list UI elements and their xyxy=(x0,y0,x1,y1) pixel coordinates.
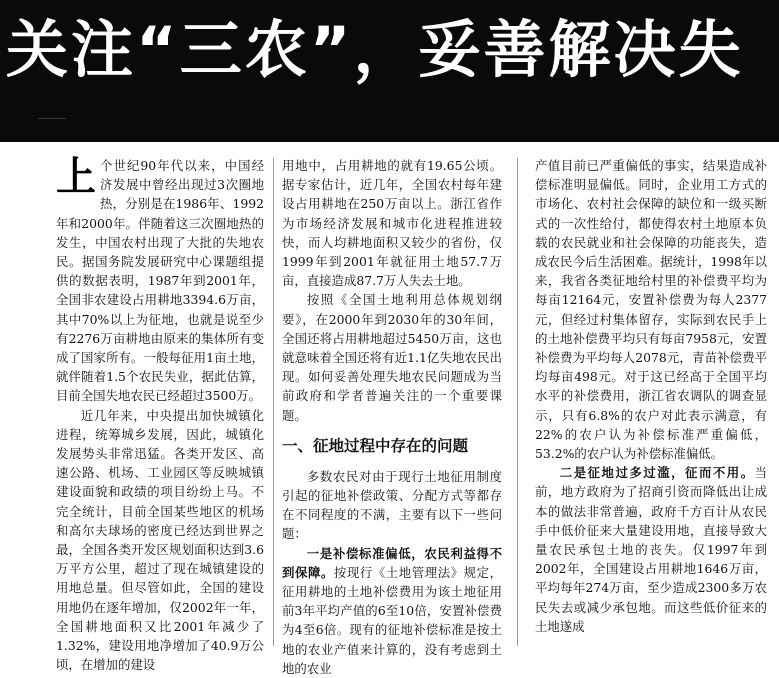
byline-mark xyxy=(38,118,66,125)
lead-sentence: 二是征地过多过滥，征而不用。 xyxy=(559,465,755,481)
paragraph-text: 按现行《土地管理法》规定，征用耕地的土地补偿费用为该土地征用前3年平均产值的6至10倍，安置补偿费为4至6倍。现有的征地补偿标准是按土地的农业产值来计算的，没有考虑到土地的农业 xyxy=(282,564,503,676)
article-column-2 xyxy=(282,156,503,676)
lead-sentence: 一是补偿标准偏低，农民利益得不到保障。 xyxy=(282,545,502,580)
column-divider xyxy=(517,158,518,646)
drop-cap: 上 xyxy=(56,153,96,200)
paragraph xyxy=(56,153,264,406)
paragraph: 产值目前已严重偏低的事实，结果造成补偿标准明显偏低。同时，企业用工方式的市场化、农村社会保障的缺位和一级买断式的一次性给付，都使得农村土地原本负载的农民就业和社会保障的功能丧失，造成农民今后生活困难。据统计，1998年以来，我省各类征地给村里的补偿费平均为每亩12164元，安置补偿费为每人2377元，但经过村集体留存，实际到农民手上的土地补偿费平均只有每亩7958元，安置补偿费为平均每人2078元，青苗补偿费平均每亩498元。对于这已经高于全国平均水平的补偿费用，浙江省农调队的调查显示，只有6.8%的农户对此表示满意，有22%的农户认为补偿标准严重偏低，53.2%的农户认为补偿标准偏低。 xyxy=(535,158,767,462)
column-divider xyxy=(273,158,274,646)
article-column-3 xyxy=(535,156,767,646)
section-heading: 一、征地过程中存在的问题 xyxy=(282,436,469,455)
paragraph xyxy=(282,544,502,678)
paragraph xyxy=(535,463,767,636)
headline: 关注“三农”，妥善解决失 xyxy=(6,13,744,86)
paragraph: 多数农民对由于现行土地征用制度引起的征地补偿政策、分配方式等都存在不同程度的不满，主要有以下一些问题： xyxy=(282,468,502,542)
paragraph-text: 个世纪90年代以来，中国经济发展中曾经出现过3次圈地热，分别是在1986年、1992年和2000年。伴随着这三次圈地热的发生，中国农村出现了大批的失地农民。据国务院发展研究中心课题组提供的数据表明，1987年到2001年，全国非农建设占用耕地3394.6万亩，其中70%以上为征地，也就是说至少有2276万亩耕地由原来的集体所有变成了国家所有。一般每征用1亩土地，就伴随着1.5个农民失业，据此估算，目前全国失地农民已经超过3500万。 xyxy=(56,158,264,404)
paragraph: 按照《全国土地利用总体规划纲要》，在2000年到2030年的30年间，全国还将占用耕地超过5450万亩，这也就意味着全国还将有近1.1亿失地农民出现。如何妥善处理失地农民问题成为当前政府和学者普遍关注的一个重要课题。 xyxy=(282,292,502,423)
paragraph: 用地中，占用耕地的就有19.65公顷。据专家估计，近几年，全国农村每年建设占用耕地在250万亩以上。浙江省作为市场经济发展和城市化进程推进较快，而人均耕地面积又较少的省份，仅1999年到2001年就征用土地57.7万亩，直接造成87.7万人失去土地。 xyxy=(282,158,502,289)
paragraph-text: 当前，地方政府为了招商引资而降低出让成本的做法非常普遍，政府千方百计从农民手中低价征来大量建设用地，直接导致大量农民承包土地的丧失。仅1997年到2002年，全国建设占用耕地1646万亩，平均每年274万亩，至少造成2300多万农民失去或减少承包地。而这些低价征来的土地遂成 xyxy=(535,465,767,634)
paragraph: 近几年来，中央提出加快城镇化进程，统筹城乡发展，因此，城镇化发展势头非常迅猛。各类开发区、高速公路、机场、工业园区等反映城镇建设面貌和政绩的项目纷纷上马。不完全统计，目前全国某些地区的机场和高尔夫球场的密度已经达到世界之最，全国各类开发区规划面积达到3.6万平方公里，超过了现在城镇建设的用地总量。但尽管如此，全国的建设用地仍在逐年增加，仅2002年一年，全国耕地面积又比2001年减少了1.32%，建设用地净增加了40.9万公顷，在增加的建设 xyxy=(56,407,264,673)
article-column-1 xyxy=(56,153,264,673)
headline-banner xyxy=(0,0,779,142)
